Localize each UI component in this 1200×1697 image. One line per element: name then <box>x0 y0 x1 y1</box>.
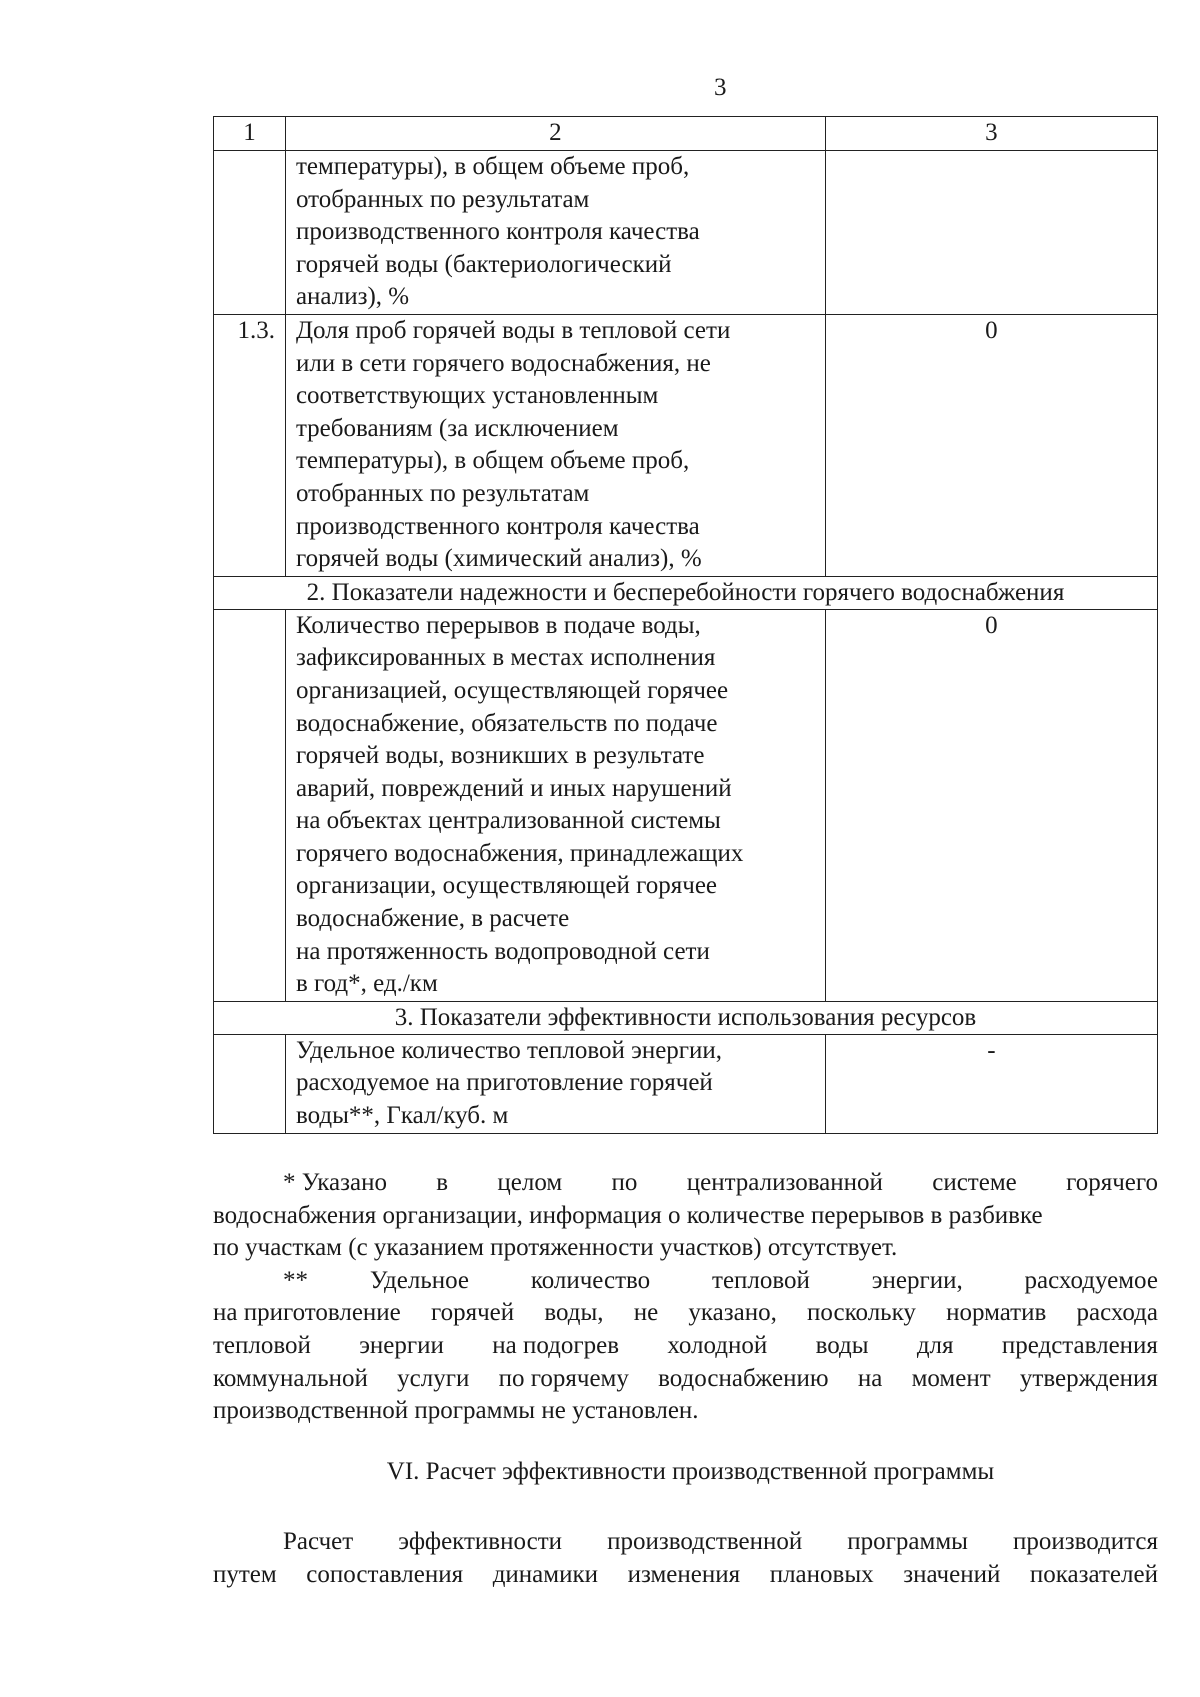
footnote-1 <box>213 1167 1158 1265</box>
desc-line: горячего водоснабжения, принадлежащих <box>295 839 744 867</box>
paragraph-line <box>213 1330 1158 1363</box>
desc-line: водоснабжение, в расчете <box>295 905 570 933</box>
word: системе <box>932 1169 1017 1196</box>
footnotes <box>213 1167 1158 1428</box>
paragraph-line <box>213 1200 1158 1233</box>
desc-line: соответствующих установленным <box>295 382 659 410</box>
word: водоснабжения организации, информация о количестве перерывов в разбивке <box>213 1201 1043 1229</box>
word: эффективности <box>398 1528 563 1555</box>
word: тепловой <box>712 1266 810 1294</box>
word: расходуемое <box>1024 1266 1158 1294</box>
word: поскольку <box>807 1299 916 1327</box>
table-row <box>214 314 1158 576</box>
paragraph-line <box>213 1232 1158 1265</box>
word: услуги <box>397 1364 470 1392</box>
desc-line: температуры), в общем объеме проб, <box>295 447 690 475</box>
word: плановых <box>769 1561 874 1588</box>
paragraph-line <box>213 1363 1158 1396</box>
word: централизованной <box>686 1169 883 1196</box>
desc-line: воды**, Гкал/куб. м <box>295 1102 509 1130</box>
word: момент <box>911 1364 991 1392</box>
desc-line: производственного контроля качества <box>295 218 700 246</box>
desc-line: или в сети горячего водоснабжения, не <box>295 349 711 377</box>
desc-line: на объектах централизованной системы <box>295 807 721 835</box>
word: изменения <box>627 1561 741 1588</box>
desc-line: отобранных по результатам <box>295 185 590 213</box>
desc-line: горячей воды, возникших в результате <box>295 742 705 770</box>
word: динамики <box>492 1561 598 1588</box>
word: по участкам (с указанием протяженности участков) отсутствует. <box>213 1234 898 1262</box>
section-row <box>214 1001 1158 1034</box>
header-col-2: 2 <box>285 117 825 151</box>
word: утверждения <box>1019 1364 1158 1392</box>
page-number-text: 3 <box>714 74 727 101</box>
word: представления <box>1001 1331 1158 1359</box>
word: на подогрев <box>492 1331 619 1359</box>
word: воды <box>815 1331 869 1359</box>
word: путем <box>213 1561 277 1588</box>
desc-line: отобранных по результатам <box>295 479 590 507</box>
desc-line: водоснабжение, обязательств по подаче <box>295 709 718 737</box>
desc-line: организации, осуществляющей горячее <box>295 872 718 900</box>
row-number <box>214 151 286 315</box>
paragraph-line <box>213 1167 1158 1200</box>
desc-line: горячей воды (химический анализ), % <box>295 545 702 573</box>
desc-line: аварий, повреждений и иных нарушений <box>295 774 732 802</box>
word: количество <box>530 1266 651 1294</box>
table-row <box>214 151 1158 315</box>
word: энергии, <box>871 1266 963 1294</box>
row-description <box>285 314 825 576</box>
word: энергии <box>359 1331 444 1359</box>
section-row <box>214 576 1158 609</box>
paragraph-line <box>213 1558 1158 1591</box>
word: по <box>611 1169 638 1196</box>
desc-line: Количество перерывов в подаче воды, <box>295 611 701 639</box>
word: норматив <box>946 1299 1047 1327</box>
word: коммунальной <box>213 1364 368 1392</box>
desc-line: на протяженность водопроводной сети <box>295 937 710 965</box>
desc-line: требованиям (за исключением <box>295 414 619 442</box>
section-2-title: 2. Показатели надежности и бесперебойности горячего водоснабжения <box>214 576 1158 609</box>
word: в <box>436 1169 449 1196</box>
word: целом <box>497 1169 563 1196</box>
paragraph-line <box>213 1265 1158 1298</box>
row-value: 0 <box>825 609 1157 1001</box>
paragraph-line <box>213 1395 1158 1428</box>
desc-line: расходуемое на приготовление горячей <box>295 1069 713 1097</box>
word: по горячему <box>498 1364 629 1392</box>
desc-line: в год*, ед./км <box>295 970 438 998</box>
word: производственной <box>607 1528 803 1555</box>
section-3-title: 3. Показатели эффективности использования ресурсов <box>214 1001 1158 1034</box>
word: производственной программы не установлен. <box>213 1397 699 1425</box>
table-header-row <box>214 117 1158 151</box>
word: * Указано <box>283 1169 387 1196</box>
desc-line: анализ), % <box>295 283 410 311</box>
row-number: 1.3. <box>214 314 286 576</box>
word: не <box>633 1299 659 1327</box>
desc-line: зафиксированных в местах исполнения <box>295 644 716 672</box>
row-description <box>285 151 825 315</box>
desc-line: организацией, осуществляющей горячее <box>295 676 729 704</box>
table-row <box>214 609 1158 1001</box>
desc-line: Удельное количество тепловой энергии, <box>295 1036 723 1064</box>
word: для <box>916 1331 954 1359</box>
row-value: 0 <box>825 314 1157 576</box>
word: Удельное <box>369 1266 469 1294</box>
word: указано, <box>688 1299 777 1327</box>
word: водоснабжению <box>658 1364 829 1392</box>
indicators-table <box>213 116 1158 1134</box>
desc-line: Доля проб горячей воды в тепловой сети <box>295 316 731 344</box>
word: на <box>857 1364 883 1392</box>
row-number <box>214 1034 286 1133</box>
closing-paragraph <box>213 1525 1158 1591</box>
table-row <box>214 1034 1158 1133</box>
paragraph-line <box>213 1525 1158 1558</box>
word: горячего <box>1066 1169 1158 1196</box>
word: программы <box>847 1528 968 1555</box>
word: Расчет <box>283 1528 354 1555</box>
row-description <box>285 1034 825 1133</box>
row-description <box>285 609 825 1001</box>
header-col-3: 3 <box>825 117 1157 151</box>
word: тепловой <box>213 1331 311 1359</box>
word: воды, <box>544 1299 604 1327</box>
desc-line: производственного контроля качества <box>295 512 700 540</box>
word: ** <box>283 1266 308 1294</box>
word: показателей <box>1029 1561 1158 1588</box>
section-heading: VI. Расчет эффективности производственной программы <box>386 1458 995 1485</box>
word: на приготовление <box>213 1299 401 1327</box>
row-value <box>825 151 1157 315</box>
word: сопоставления <box>306 1561 464 1588</box>
desc-line: температуры), в общем объеме проб, <box>295 153 690 180</box>
word: расхода <box>1076 1299 1158 1327</box>
row-number <box>214 609 286 1001</box>
word: горячей <box>430 1299 515 1327</box>
footnote-2 <box>213 1265 1158 1428</box>
desc-line: горячей воды (бактериологический <box>295 250 672 278</box>
paragraph-line <box>213 1297 1158 1330</box>
header-col-1: 1 <box>214 117 286 151</box>
row-value: - <box>825 1034 1157 1133</box>
word: производится <box>1013 1528 1158 1555</box>
word: холодной <box>667 1331 768 1359</box>
word: значений <box>903 1561 1001 1588</box>
